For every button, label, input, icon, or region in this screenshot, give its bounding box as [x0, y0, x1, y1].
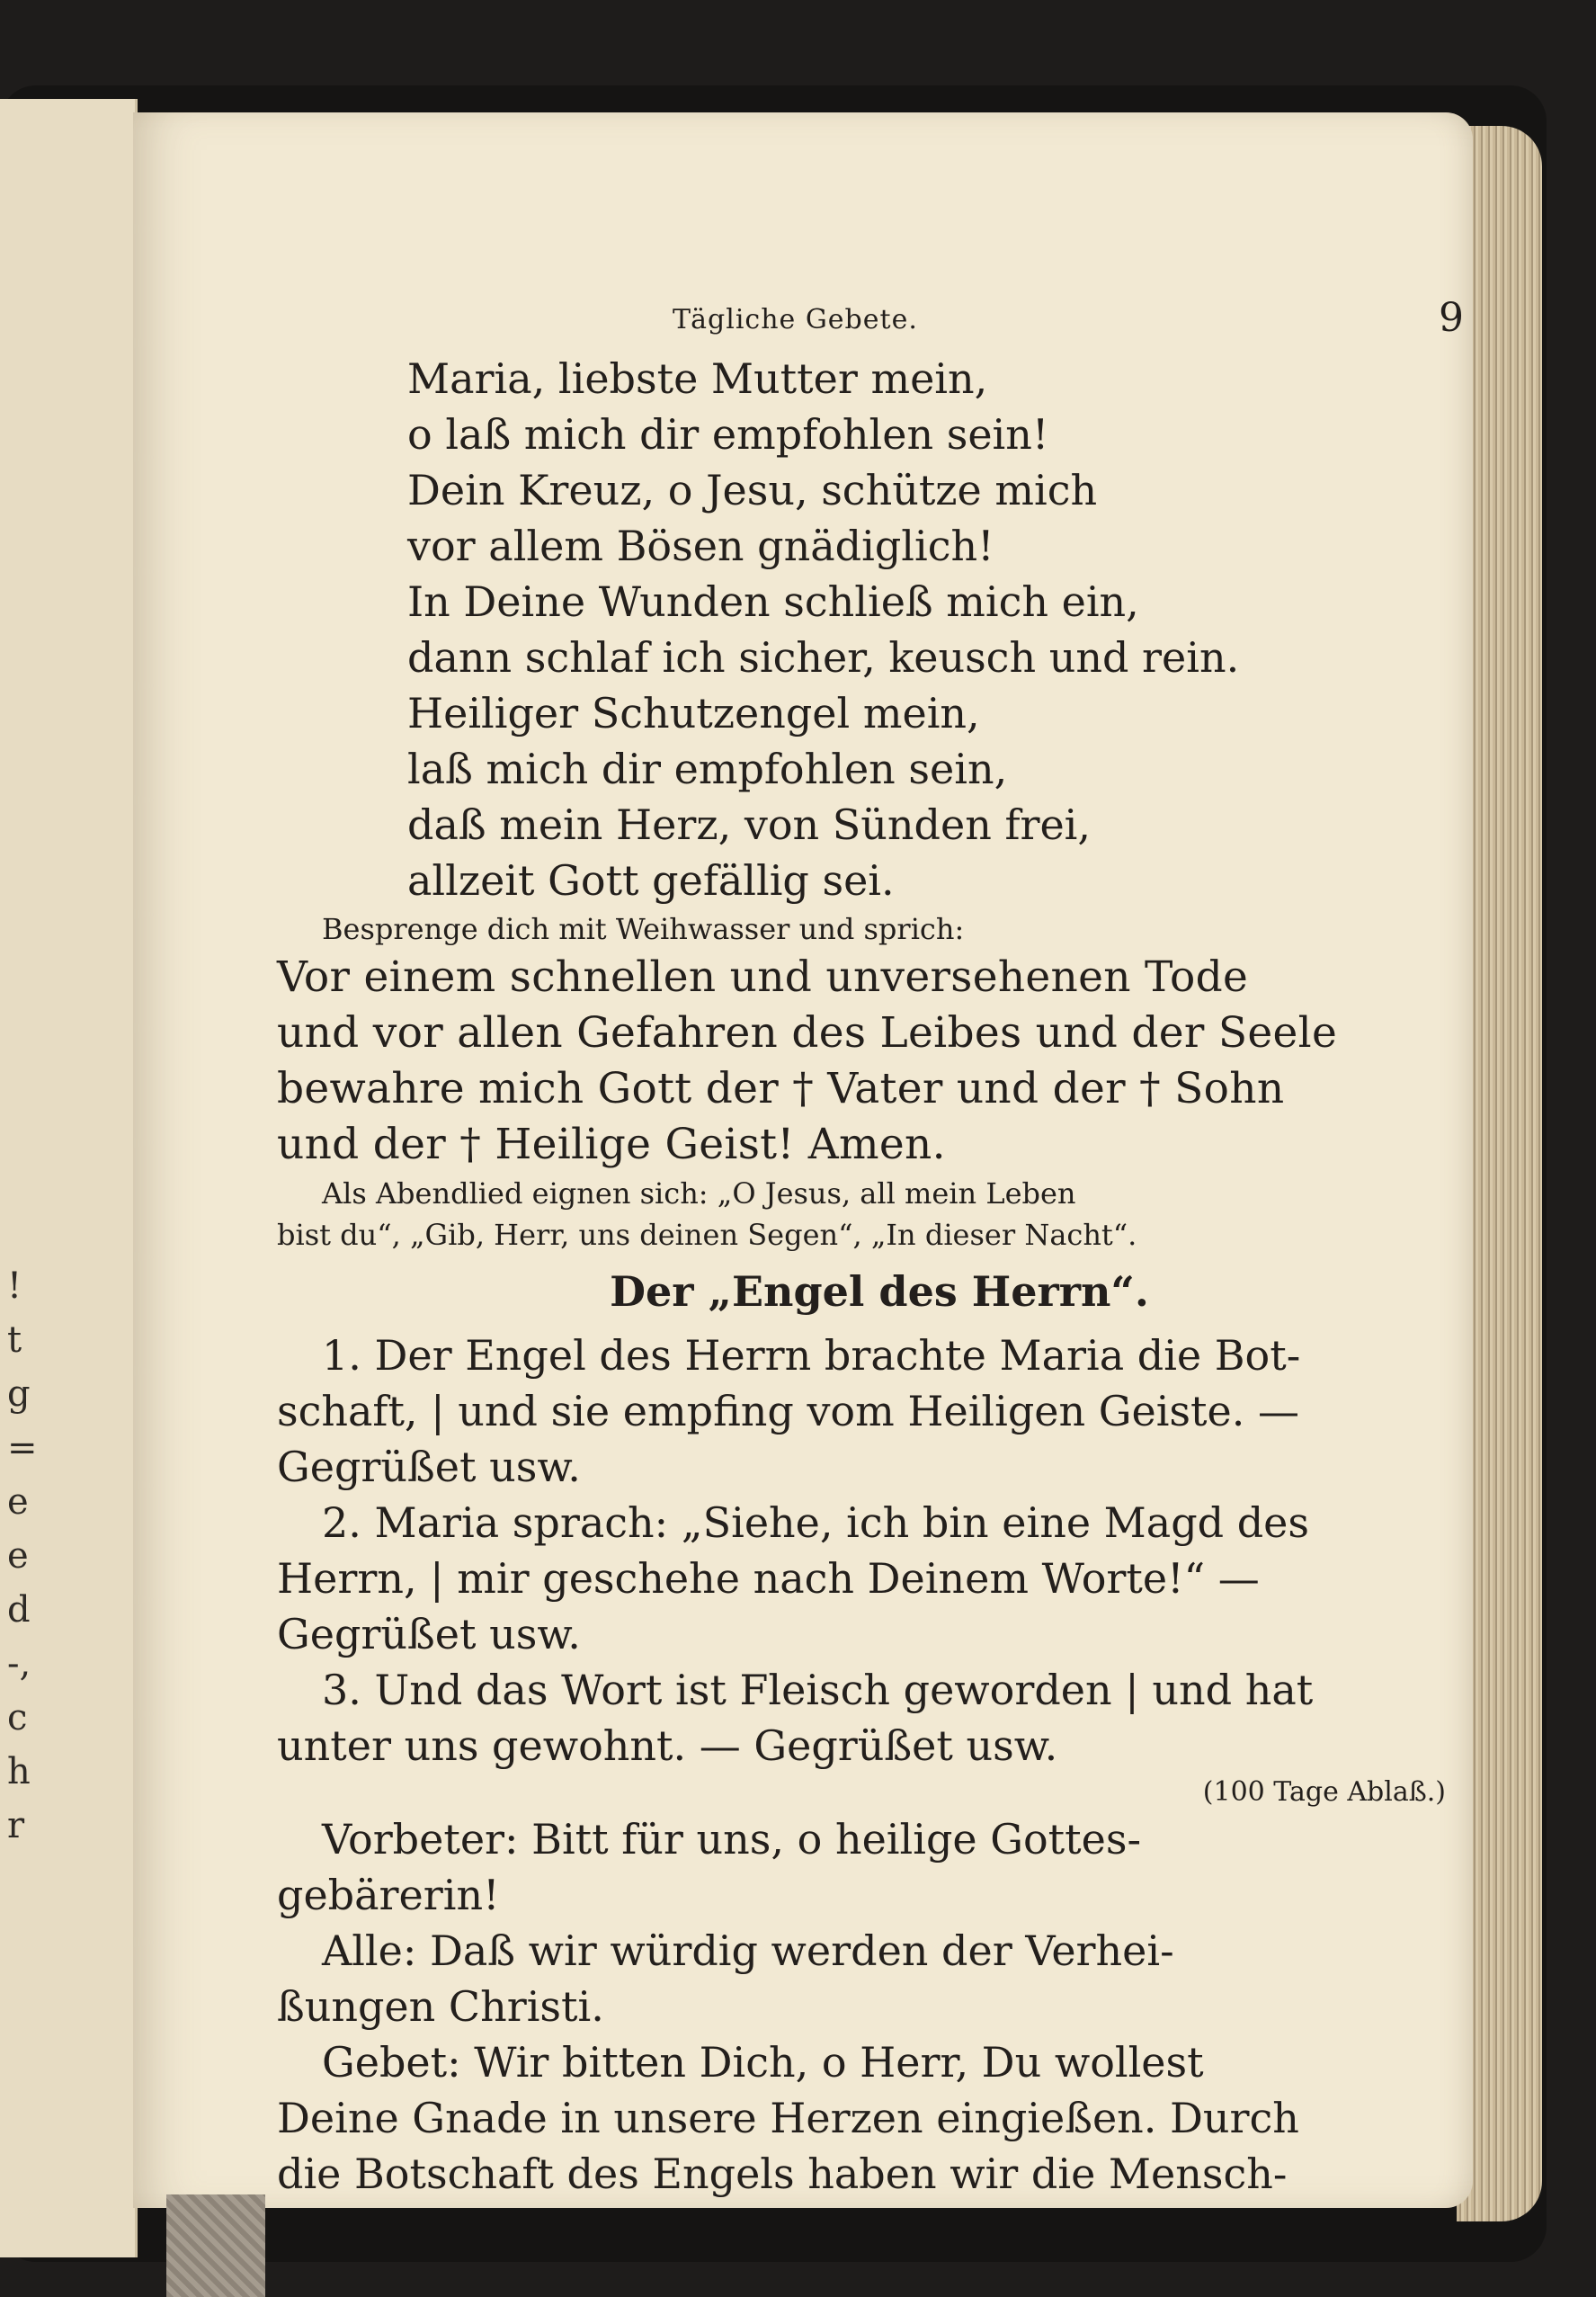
- left-fragment: t: [7, 1319, 22, 1361]
- angelus-line: 2. Maria sprach: „Siehe, ich bin eine Magd des: [322, 1498, 1309, 1547]
- verse-line: vor allem Bösen gnädiglich!: [407, 522, 994, 570]
- verse-line: o laß mich dir empfohlen sein!: [407, 410, 1049, 459]
- closing-line: die Botschaft des Engels haben wir die Mensch-: [277, 2150, 1288, 2198]
- left-fragment: -,: [7, 1643, 31, 1685]
- protection-prayer: [277, 950, 1455, 1173]
- section-heading: Der „Engel des Herrn“.: [610, 1267, 1149, 1316]
- prayer-line: und der † Heilige Geist! Amen.: [277, 1120, 946, 1169]
- left-fragment: d: [7, 1589, 31, 1631]
- angelus-line: unter uns gewohnt. — Gegrüßet usw.: [277, 1721, 1058, 1770]
- verse-line: In Deine Wunden schließ mich ein,: [407, 577, 1139, 626]
- prayer-line: Vor einem schnellen und unversehenen Tode: [277, 952, 1249, 1002]
- left-page-text-fragments: [7, 1259, 38, 1853]
- verse-line: allzeit Gott gefällig sei.: [407, 856, 895, 905]
- page-number: 9: [1439, 295, 1464, 341]
- verse-line: dann schlaf ich sicher, keusch und rein.: [407, 633, 1240, 682]
- angelus-line: Herrn, | mir geschehe nach Deinem Worte!“ —: [277, 1554, 1260, 1603]
- closing-line: Vorbeter: Bitt für uns, o heilige Gottes-: [322, 1815, 1142, 1864]
- closing-line: Gebet: Wir bitten Dich, o Herr, Du wollest: [322, 2038, 1204, 2087]
- left-fragment: r: [7, 1805, 25, 1846]
- note-line: bist du“, „Gib, Herr, uns deinen Segen“, „In dieser Nacht“.: [277, 1218, 1137, 1252]
- prayer-line: bewahre mich Gott der † Vater und der † Sohn: [277, 1064, 1285, 1113]
- indulgence-note: (100 Tage Ablaß.): [1202, 1776, 1446, 1808]
- angelus-line: schaft, | und sie empfing vom Heiligen Geiste. —: [277, 1387, 1299, 1435]
- ribbon-bookmark: [166, 2194, 265, 2297]
- left-fragment: c: [7, 1697, 28, 1738]
- prayer-line: und vor allen Gefahren des Leibes und der Seele: [277, 1008, 1338, 1058]
- evening-verse: [277, 351, 1455, 908]
- left-fragment: =: [7, 1427, 38, 1469]
- rubric-holy-water: Besprenge dich mit Weihwasser und sprich:: [322, 912, 965, 946]
- verse-line: laß mich dir empfohlen sein,: [407, 745, 1008, 793]
- angelus-closing: [277, 1811, 1455, 2202]
- note-line: Als Abendlied eignen sich: „O Jesus, all mein Leben: [322, 1176, 1076, 1211]
- verse-line: daß mein Herz, von Sünden frei,: [407, 800, 1092, 849]
- closing-line: ßungen Christi.: [277, 1982, 604, 2031]
- left-fragment: e: [7, 1481, 29, 1523]
- right-page: [133, 112, 1473, 2208]
- angelus-line: Gegrüßet usw.: [277, 1443, 581, 1491]
- verse-line: Dein Kreuz, o Jesu, schütze mich: [407, 466, 1098, 514]
- left-page: [0, 99, 138, 2257]
- angelus-line: 3. Und das Wort ist Fleisch geworden | und hat: [322, 1666, 1314, 1714]
- verse-line: Heiliger Schutzengel mein,: [407, 689, 980, 737]
- running-title: Tägliche Gebete.: [673, 304, 918, 335]
- left-fragment: !: [7, 1265, 22, 1307]
- verse-line: Maria, liebste Mutter mein,: [407, 354, 988, 403]
- angelus-line: 1. Der Engel des Herrn brachte Maria die Bot-: [322, 1331, 1301, 1380]
- evening-hymn-note: [277, 1173, 1455, 1256]
- closing-line: gebärerin!: [277, 1871, 500, 1919]
- left-fragment: h: [7, 1751, 31, 1792]
- running-header: [277, 288, 1464, 351]
- closing-line: Deine Gnade in unsere Herzen eingießen. Durch: [277, 2094, 1299, 2142]
- angelus-text: [277, 1327, 1455, 1774]
- closing-line: Alle: Daß wir würdig werden der Verhei-: [322, 1926, 1174, 1975]
- angelus-line: Gegrüßet usw.: [277, 1610, 581, 1658]
- page-text: [277, 288, 1464, 2202]
- left-fragment: e: [7, 1535, 29, 1577]
- left-fragment: g: [7, 1373, 31, 1415]
